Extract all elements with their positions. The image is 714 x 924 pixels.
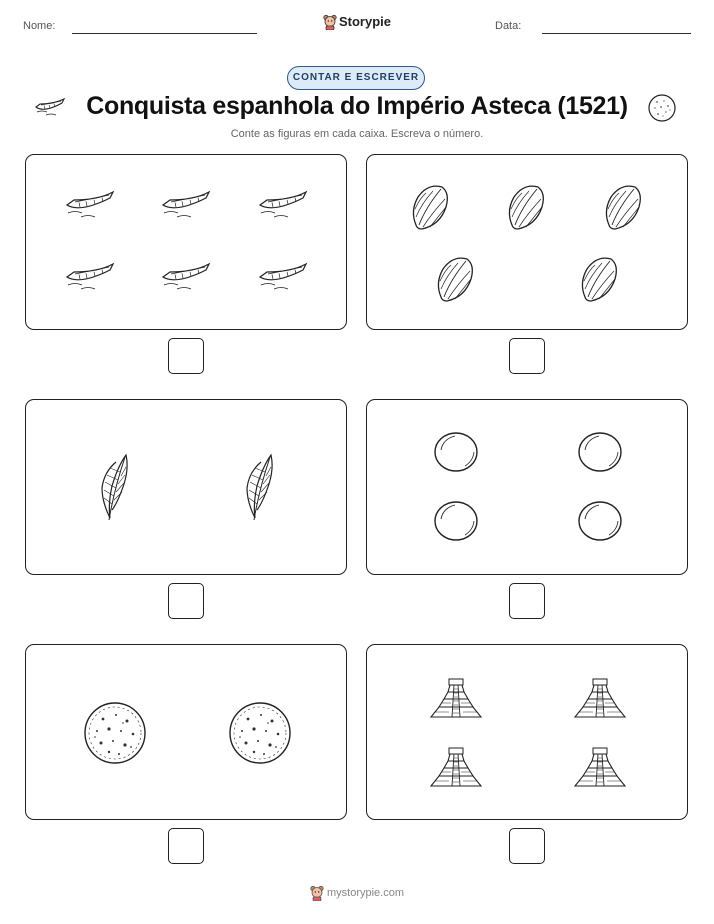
canoe-icon	[257, 185, 309, 221]
bear-icon	[323, 14, 337, 30]
ring-icon	[577, 499, 623, 543]
ring-icon	[433, 430, 479, 474]
brand-name: Storypie	[338, 14, 391, 30]
answer-box-rings[interactable]	[509, 583, 545, 619]
name-label: Nome:	[23, 20, 56, 32]
count-card-tortillas	[25, 644, 347, 820]
answer-box-tortillas[interactable]	[168, 828, 204, 864]
pyramid-icon	[571, 675, 629, 721]
feather-icon	[241, 452, 275, 524]
canoe-icon	[160, 185, 212, 221]
count-card-feathers	[25, 399, 347, 575]
page-title: Conquista espanhola do Império Asteca (1521)	[86, 92, 628, 120]
tortilla-icon	[83, 701, 147, 765]
date-line[interactable]	[542, 33, 691, 34]
bear-icon	[310, 885, 324, 901]
cacao-bean-icon	[433, 253, 477, 305]
instructions: Conte as figuras em cada caixa. Escreva o número.	[230, 128, 484, 140]
cacao-bean-icon	[577, 253, 621, 305]
cacao-bean-icon	[408, 181, 452, 233]
canoe-icon	[160, 257, 212, 293]
brand-logo	[0, 13, 714, 30]
count-card-canoes	[25, 154, 347, 330]
count-card-cacao-beans	[366, 154, 688, 330]
feather-icon	[96, 452, 130, 524]
date-label: Data:	[495, 20, 522, 32]
pyramid-icon	[571, 744, 629, 790]
answer-box-cacao-beans[interactable]	[509, 338, 545, 374]
count-card-pyramids	[366, 644, 688, 820]
answer-box-feathers[interactable]	[168, 583, 204, 619]
activity-badge: CONTAR E ESCREVER	[287, 66, 425, 90]
footer	[0, 885, 714, 901]
name-line[interactable]	[72, 33, 257, 34]
tortilla-icon	[647, 93, 677, 123]
pyramid-icon	[427, 744, 485, 790]
ring-icon	[577, 430, 623, 474]
pyramid-icon	[427, 675, 485, 721]
count-card-rings	[366, 399, 688, 575]
canoe-icon	[64, 257, 116, 293]
footer-url[interactable]: mystorypie.com	[326, 887, 405, 899]
canoe-icon	[257, 257, 309, 293]
canoe-icon	[64, 185, 116, 221]
cacao-bean-icon	[601, 181, 645, 233]
ring-icon	[433, 499, 479, 543]
answer-box-pyramids[interactable]	[509, 828, 545, 864]
tortilla-icon	[228, 701, 292, 765]
answer-box-canoes[interactable]	[168, 338, 204, 374]
cacao-bean-icon	[504, 181, 548, 233]
